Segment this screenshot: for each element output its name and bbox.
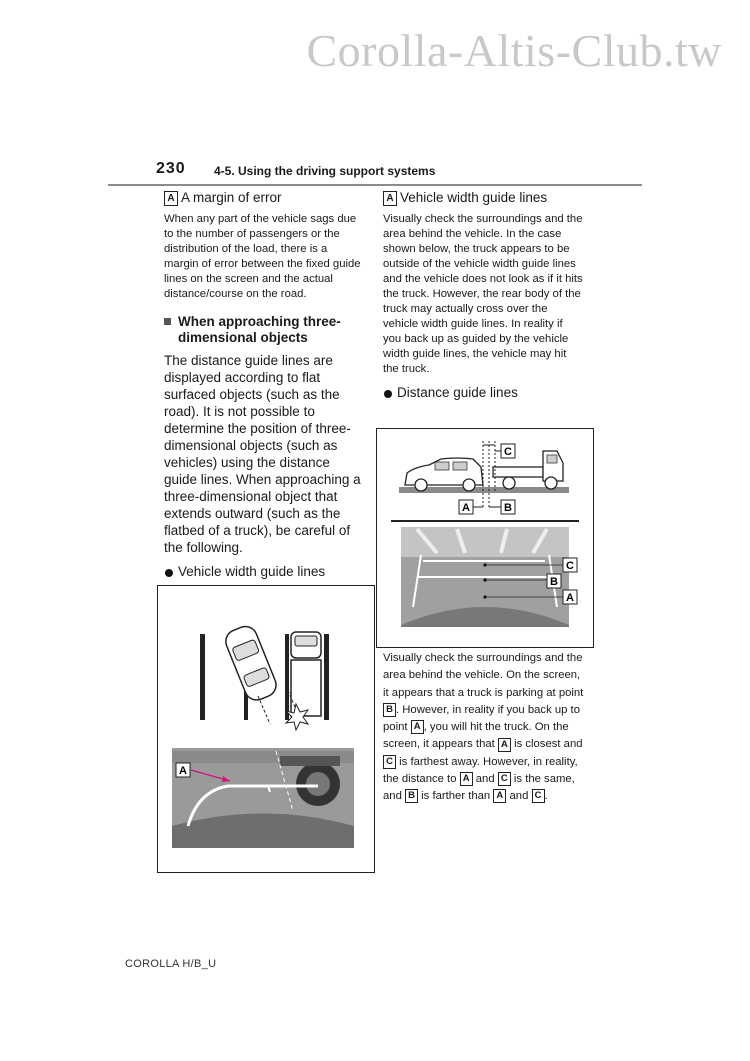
fig2-screen-label-a: A [566, 592, 574, 604]
parking-line-right [324, 634, 329, 720]
parking-line-left [200, 634, 205, 720]
label-a-box: A [383, 191, 397, 206]
text-seg: . However, in reality if you back up to point [383, 703, 580, 734]
inline-label-c: C [383, 755, 396, 769]
figure1-illustration [158, 586, 374, 872]
inline-label-a: A [460, 772, 473, 786]
text-seg: is the same, and [383, 773, 575, 803]
section-title: 4-5. Using the driving support systems [214, 164, 436, 178]
text-seg: is farther than [421, 790, 491, 803]
fig2-screen-label-c: C [566, 560, 574, 572]
right-column [383, 190, 583, 400]
three-dimensional-heading: When approaching three-dimensional objects [164, 314, 364, 346]
truck-top-icon [291, 632, 321, 716]
text-seg: , you will hit the truck. On the screen, it appears that [383, 721, 569, 751]
label-a-box: A [164, 191, 178, 206]
text-seg: . [544, 790, 548, 803]
text-seg: is farthest away. However, in reality, the distance to [383, 755, 578, 786]
inline-label-c: C [532, 789, 545, 803]
vehicle-width-title-text: Vehicle width guide lines [400, 190, 548, 205]
distance-explanation-text [383, 650, 588, 806]
page-number: 230 [156, 160, 186, 177]
distance-camera-screen [401, 527, 569, 627]
parking-line-mid2 [285, 634, 289, 720]
left-column [164, 190, 364, 579]
margin-title-text: A margin of error [181, 190, 282, 205]
inline-label-c: C [498, 772, 511, 786]
margin-of-error-text: When any part of the vehicle sags due to the number of passengers or the distribution of the load, there is a margin of error between the fixed guide lines on the screen and the actual distance/course on the road. [164, 212, 361, 300]
inline-label-a: A [411, 720, 424, 734]
figure-vehicle-width-guide [157, 585, 375, 873]
fig2-top-label-a: A [462, 502, 470, 514]
figure2-illustration [377, 429, 593, 647]
three-dimensional-body: The distance guide lines are displayed according to flat surfaced objects (such as the road). It is not possible to determine the position of three-dimensional objects (such as vehicles) using the distance guide lines. When approaching a three-dimensional object that extends outward (such as the flatbed of a truck), be careful of the following. [164, 352, 361, 555]
inline-label-b: B [383, 703, 396, 717]
fig2-top-label-b: B [504, 502, 512, 514]
text-seg: and [509, 790, 529, 803]
page-footer: COROLLA H/B_U [125, 958, 217, 970]
figure-distance-guide [376, 428, 594, 648]
camera-screen [172, 748, 354, 848]
fig2-top-label-c: C [504, 446, 512, 458]
text-seg: is closest and [514, 738, 583, 751]
figure1-callout-a: A [179, 765, 187, 777]
vehicle-width-title [383, 190, 583, 206]
inline-label-a: A [493, 789, 506, 803]
car-side-icon [405, 458, 483, 491]
inline-label-b: B [405, 789, 418, 803]
margin-of-error-title [164, 190, 364, 206]
page-header [108, 158, 642, 186]
text-seg: Visually check the surroundings and the area behind the vehicle. On the screen, it appears that a truck is parking at point [383, 652, 584, 699]
car-top-icon [222, 623, 279, 704]
bullet-vehicle-width: Vehicle width guide lines [164, 564, 364, 579]
inline-label-a: A [498, 738, 511, 752]
bullet-distance-guide: Distance guide lines [383, 385, 583, 400]
vehicle-width-text: Visually check the surroundings and the area behind the vehicle. In the case shown below, the truck appears to be outside of the vehicle width guide lines and the vehicle does not look as if it hits the truck. However, the rear body of the truck may actually cross over the vehicle width guide lines. In reality if you back up as guided by the vehicle width guide lines, the vehicle may hit the truck. [383, 212, 583, 375]
watermark: Corolla-Altis-Club.tw [306, 25, 722, 76]
text-seg: and [475, 773, 495, 786]
fig2-screen-label-b: B [550, 576, 558, 588]
